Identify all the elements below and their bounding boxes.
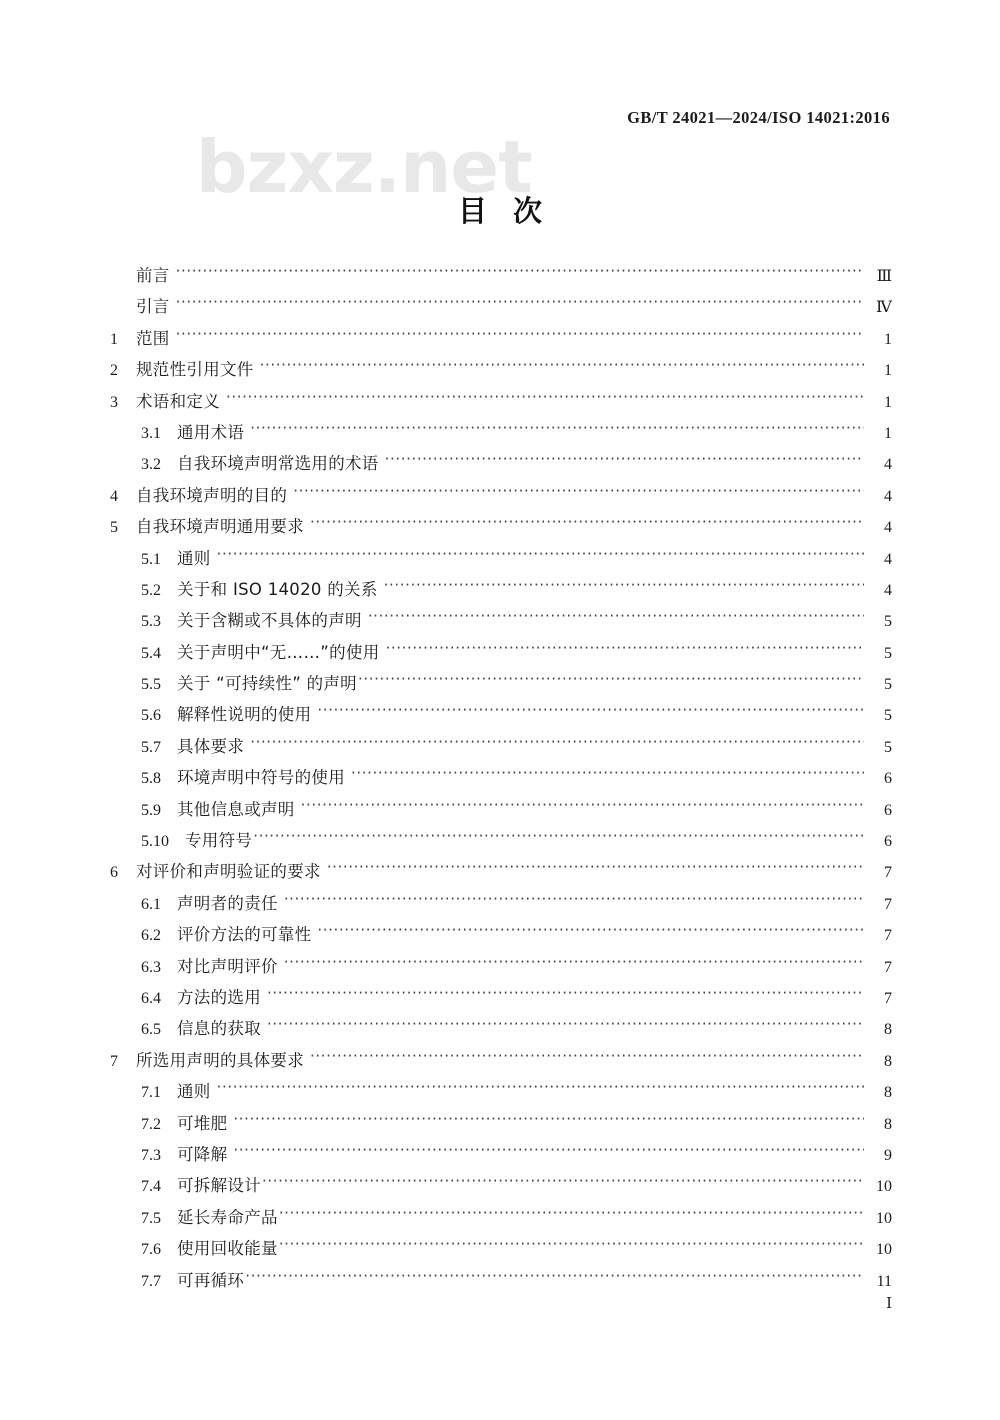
toc-entry-page-number: 4 [884, 519, 892, 537]
toc-entry-page-number: 1 [884, 393, 892, 411]
toc-entry-page-number: 4 [884, 550, 892, 568]
running-header-standard-code: GB/T 24021—2024/ISO 14021:2016 [627, 108, 890, 127]
toc-entry-title: 前言 [136, 266, 170, 285]
toc-entry[interactable] [110, 1172, 892, 1203]
toc-dot-leader [217, 1081, 864, 1098]
toc-entry-page-number: 5 [884, 738, 892, 756]
toc-entry[interactable] [110, 1204, 892, 1235]
toc-entry-number: 4 [110, 487, 118, 505]
table-of-contents [110, 262, 892, 1298]
toc-entry-title: 方法的选用 [177, 987, 261, 1007]
toc-entry[interactable] [110, 858, 892, 889]
toc-entry[interactable] [110, 1047, 892, 1078]
toc-entry-page-number: 5 [884, 613, 892, 631]
toc-dot-leader [176, 327, 864, 344]
toc-dot-leader [217, 547, 864, 564]
toc-entry-page-number: 5 [884, 676, 892, 694]
toc-entry-page-number: 8 [884, 1084, 892, 1102]
toc-entry-title: 可再循环 [177, 1270, 245, 1290]
toc-entry[interactable] [110, 1110, 892, 1141]
toc-entry-page-number: 10 [876, 1241, 892, 1259]
toc-entry-title: 可拆解设计 [177, 1176, 261, 1196]
toc-entry-title: 规范性引用文件 [136, 360, 254, 380]
toc-entry-title: 所选用声明的具体要求 [136, 1050, 304, 1070]
toc-entry-page-number: 5 [884, 644, 892, 662]
toc-entry-page-number: 11 [876, 1272, 892, 1290]
toc-entry-number: 7.5 [141, 1209, 161, 1227]
toc-entry-title: 延长寿命产品 [177, 1207, 278, 1227]
toc-entry-number: 5 [110, 519, 118, 537]
toc-entry-title: 可降解 [177, 1144, 228, 1164]
toc-entry[interactable] [110, 953, 892, 984]
toc-entry-number: 5.10 [141, 833, 169, 851]
toc-entry-title: 范围 [136, 328, 170, 348]
toc-entry-page-number: Ⅲ [876, 268, 892, 285]
toc-entry-number: 6.5 [141, 1021, 161, 1039]
toc-entry-number: 6 [110, 864, 118, 882]
toc-entry[interactable] [110, 450, 892, 481]
toc-dot-leader [267, 986, 864, 1003]
toc-entry[interactable] [110, 670, 892, 701]
toc-entry-number: 6.2 [141, 927, 161, 945]
toc-dot-leader [176, 265, 864, 282]
toc-entry-page-number: Ⅳ [876, 299, 892, 317]
toc-entry-title: 关于声明中“无……”的使用 [177, 642, 380, 662]
toc-dot-leader [310, 1049, 864, 1066]
toc-entry-title: 自我环境声明的目的 [136, 485, 288, 505]
toc-dot-leader [260, 359, 864, 376]
toc-dot-leader [385, 453, 864, 470]
toc-entry[interactable] [110, 1267, 892, 1298]
toc-dot-leader [253, 830, 864, 847]
toc-entry-number: 5.8 [141, 770, 161, 788]
toc-entry-number: 7.7 [141, 1272, 161, 1290]
toc-entry-number: 5.9 [141, 801, 161, 819]
toc-dot-leader [233, 1143, 864, 1160]
toc-entry-page-number: 6 [884, 801, 892, 819]
toc-entry-page-number: 4 [884, 487, 892, 505]
toc-entry-title: 解释性说明的使用 [177, 705, 312, 725]
toc-entry[interactable] [110, 890, 892, 921]
toc-entry-number: 5.3 [141, 613, 161, 631]
toc-entry-title: 环境声明中符号的使用 [177, 768, 345, 788]
toc-dot-leader [368, 610, 864, 627]
toc-entry[interactable] [110, 796, 892, 827]
toc-entry-page-number: 4 [884, 581, 892, 599]
toc-entry-title: 其他信息或声明 [177, 799, 295, 819]
toc-entry-page-number: 7 [884, 989, 892, 1007]
toc-entry[interactable] [110, 827, 892, 858]
toc-dot-leader [384, 578, 864, 595]
toc-entry-title: 关于和 ISO 14020 的关系 [177, 579, 378, 599]
toc-entry[interactable] [110, 293, 892, 324]
toc-entry-number: 5.1 [141, 550, 161, 568]
toc-dot-leader [262, 1175, 864, 1192]
toc-entry-number: 5.4 [141, 644, 161, 662]
toc-entry-page-number: 7 [884, 927, 892, 945]
toc-entry[interactable] [110, 701, 892, 732]
toc-entry[interactable] [110, 356, 892, 387]
toc-entry-title: 使用回收能量 [177, 1239, 278, 1259]
toc-entry-page-number: 6 [884, 770, 892, 788]
toc-entry[interactable] [110, 733, 892, 764]
toc-entry-number: 5.6 [141, 707, 161, 725]
toc-entry-number: 7.2 [141, 1115, 161, 1133]
toc-entry-number: 5.5 [141, 676, 161, 694]
toc-entry-number: 7.6 [141, 1241, 161, 1259]
toc-dot-leader [284, 892, 864, 909]
toc-entry-number: 7.3 [141, 1146, 161, 1164]
toc-entry[interactable] [110, 419, 892, 450]
toc-entry-number: 3.2 [141, 456, 161, 474]
toc-entry[interactable] [110, 764, 892, 795]
toc-entry-title: 声明者的责任 [177, 893, 278, 913]
toc-entry-title: 可堆肥 [177, 1113, 228, 1133]
toc-dot-leader [284, 955, 864, 972]
toc-entry-title: 对评价和声明验证的要求 [136, 862, 321, 882]
toc-dot-leader [250, 421, 864, 438]
toc-entry-title: 对比声明评价 [177, 956, 278, 976]
toc-entry-page-number: 7 [884, 864, 892, 882]
toc-entry-page-number: 7 [884, 958, 892, 976]
toc-entry-page-number: 10 [876, 1209, 892, 1227]
toc-entry-title: 术语和定义 [136, 391, 220, 411]
toc-entry-title: 自我环境声明常选用的术语 [177, 454, 379, 474]
toc-entry-number: 3.1 [141, 424, 161, 442]
toc-entry-page-number: 6 [884, 833, 892, 851]
toc-entry-title: 通用术语 [177, 422, 245, 442]
site-watermark: bzxz.net [196, 125, 532, 209]
toc-entry[interactable] [110, 607, 892, 638]
toc-entry-page-number: 7 [884, 895, 892, 913]
toc-entry-number: 5.7 [141, 738, 161, 756]
toc-entry-number: 6.1 [141, 895, 161, 913]
toc-entry-page-number: 4 [884, 456, 892, 474]
toc-dot-leader [279, 1238, 864, 1255]
toc-entry[interactable] [110, 545, 892, 576]
toc-entry[interactable] [110, 984, 892, 1015]
toc-entry-title: 关于含糊或不具体的声明 [177, 611, 362, 631]
toc-entry-page-number: 9 [884, 1146, 892, 1164]
toc-dot-leader [176, 296, 864, 313]
toc-entry[interactable] [110, 513, 892, 544]
toc-entry-number: 5.2 [141, 581, 161, 599]
toc-entry-title: 具体要求 [177, 736, 245, 756]
toc-dot-leader [226, 390, 864, 407]
toc-entry[interactable] [110, 639, 892, 670]
toc-entry-number: 7.1 [141, 1084, 161, 1102]
toc-entry-number: 7 [110, 1052, 118, 1070]
toc-dot-leader [245, 1269, 864, 1286]
footer-page-number: Ⅰ [886, 1296, 892, 1312]
toc-dot-leader [386, 641, 865, 658]
toc-entry[interactable] [110, 325, 892, 356]
toc-dot-leader [327, 861, 864, 878]
toc-entry[interactable] [110, 576, 892, 607]
toc-entry-title: 通则 [177, 548, 211, 568]
toc-entry-title: 自我环境声明通用要求 [136, 517, 304, 537]
toc-dot-leader [310, 516, 864, 533]
toc-entry-number: 2 [110, 362, 118, 380]
toc-entry-number: 6.3 [141, 958, 161, 976]
toc-entry-page-number: 1 [884, 424, 892, 442]
toc-entry-page-number: 1 [884, 330, 892, 348]
toc-entry[interactable] [110, 921, 892, 952]
toc-dot-leader [358, 673, 864, 690]
toc-entry-title: 引言 [136, 297, 170, 317]
toc-entry[interactable] [110, 388, 892, 419]
toc-entry-title: 关于 “可持续性” 的声明 [177, 674, 357, 694]
toc-entry[interactable] [110, 1078, 892, 1109]
toc-dot-leader [351, 767, 864, 784]
toc-dot-leader [250, 735, 864, 752]
toc-entry[interactable] [110, 1141, 892, 1172]
toc-entry-page-number: 8 [884, 1115, 892, 1133]
toc-entry-title: 评价方法的可靠性 [177, 925, 312, 945]
toc-entry-page-number: 10 [876, 1178, 892, 1196]
toc-dot-leader [293, 484, 864, 501]
toc-entry-title: 专用符号 [185, 831, 253, 851]
toc-dot-leader [233, 1112, 864, 1129]
toc-dot-leader [301, 798, 864, 815]
toc-entry[interactable] [110, 482, 892, 513]
toc-dot-leader [267, 1018, 864, 1035]
page-title: 目次 [457, 194, 568, 228]
toc-entry-number: 1 [110, 330, 118, 348]
toc-entry-page-number: 8 [884, 1021, 892, 1039]
toc-dot-leader [317, 924, 864, 941]
toc-entry-number: 3 [110, 393, 118, 411]
toc-entry-page-number: 8 [884, 1052, 892, 1070]
toc-entry-page-number: 1 [884, 362, 892, 380]
toc-dot-leader [279, 1206, 864, 1223]
toc-entry-number: 6.4 [141, 989, 161, 1007]
toc-entry-title: 通则 [177, 1082, 211, 1102]
toc-entry[interactable] [110, 1015, 892, 1046]
toc-entry-title: 信息的获取 [177, 1019, 261, 1039]
toc-dot-leader [317, 704, 864, 721]
toc-entry[interactable] [110, 1235, 892, 1266]
toc-entry-number: 7.4 [141, 1178, 161, 1196]
toc-entry[interactable] [110, 262, 892, 293]
toc-entry-page-number: 5 [884, 707, 892, 725]
